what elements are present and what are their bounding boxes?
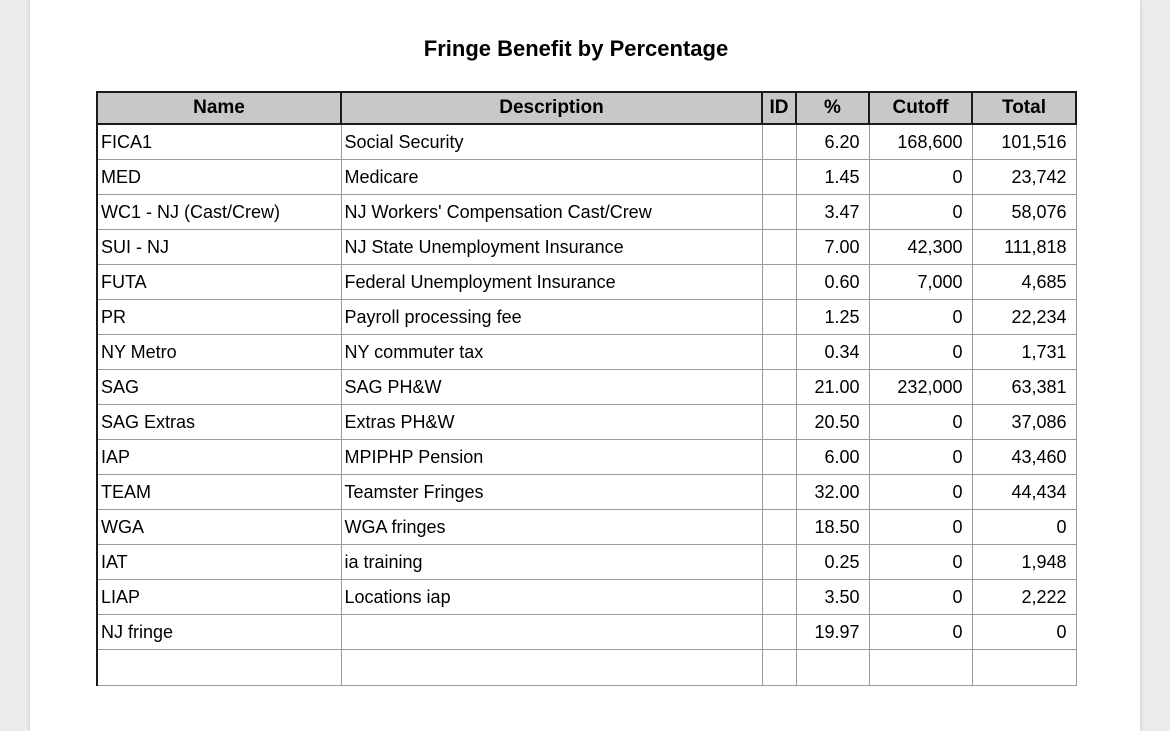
table-row xyxy=(97,510,1076,545)
cell-total: 58,076 xyxy=(972,195,1076,230)
cell-id xyxy=(762,440,796,475)
cell-description: Locations iap xyxy=(341,580,762,615)
cell-percent: 1.45 xyxy=(796,160,869,195)
cell-cutoff: 0 xyxy=(869,510,972,545)
cell-cutoff: 168,600 xyxy=(869,124,972,160)
cell-description: Social Security xyxy=(341,124,762,160)
cell-description: NJ Workers' Compensation Cast/Crew xyxy=(341,195,762,230)
cell-total: 101,516 xyxy=(972,124,1076,160)
table-row xyxy=(97,265,1076,300)
cell-name: TEAM xyxy=(97,475,341,510)
cell-total: 37,086 xyxy=(972,405,1076,440)
cell-name: IAT xyxy=(97,545,341,580)
cell-id xyxy=(762,124,796,160)
cell-name: MED xyxy=(97,160,341,195)
cell-percent: 3.50 xyxy=(796,580,869,615)
table-row xyxy=(97,615,1076,650)
table-row xyxy=(97,545,1076,580)
cell-id xyxy=(762,265,796,300)
cell-cutoff: 232,000 xyxy=(869,370,972,405)
document-page xyxy=(30,0,1140,731)
cell-name: PR xyxy=(97,300,341,335)
cell-total: 43,460 xyxy=(972,440,1076,475)
cell-description: Teamster Fringes xyxy=(341,475,762,510)
cell-percent: 18.50 xyxy=(796,510,869,545)
cell-total: 23,742 xyxy=(972,160,1076,195)
table-row xyxy=(97,475,1076,510)
cell-name: SAG Extras xyxy=(97,405,341,440)
table-row xyxy=(97,160,1076,195)
cell-id xyxy=(762,475,796,510)
cell-percent xyxy=(796,650,869,686)
table-row xyxy=(97,335,1076,370)
table-row xyxy=(97,230,1076,265)
cell-cutoff: 42,300 xyxy=(869,230,972,265)
cell-cutoff: 0 xyxy=(869,335,972,370)
cell-description: SAG PH&W xyxy=(341,370,762,405)
cell-id xyxy=(762,615,796,650)
cell-id xyxy=(762,300,796,335)
cell-cutoff xyxy=(869,650,972,686)
cell-name: NY Metro xyxy=(97,335,341,370)
cell-id xyxy=(762,650,796,686)
cell-name: WC1 - NJ (Cast/Crew) xyxy=(97,195,341,230)
column-header-id: ID xyxy=(762,92,796,124)
cell-cutoff: 0 xyxy=(869,405,972,440)
cell-name: FUTA xyxy=(97,265,341,300)
cell-cutoff: 0 xyxy=(869,475,972,510)
table-row xyxy=(97,580,1076,615)
cell-total: 0 xyxy=(972,510,1076,545)
cell-id xyxy=(762,195,796,230)
cell-name: NJ fringe xyxy=(97,615,341,650)
cell-percent: 6.20 xyxy=(796,124,869,160)
cell-cutoff: 0 xyxy=(869,545,972,580)
cell-id xyxy=(762,160,796,195)
cell-description: WGA fringes xyxy=(341,510,762,545)
cell-id xyxy=(762,370,796,405)
fringe-benefit-table xyxy=(96,91,1077,686)
table-body xyxy=(97,124,1076,686)
cell-cutoff: 7,000 xyxy=(869,265,972,300)
table-row xyxy=(97,370,1076,405)
column-header-percent: % xyxy=(796,92,869,124)
table-row xyxy=(97,124,1076,160)
cell-percent: 0.60 xyxy=(796,265,869,300)
cell-percent: 20.50 xyxy=(796,405,869,440)
cell-total: 111,818 xyxy=(972,230,1076,265)
table-row xyxy=(97,300,1076,335)
cell-description: Payroll processing fee xyxy=(341,300,762,335)
cell-cutoff: 0 xyxy=(869,195,972,230)
cell-percent: 21.00 xyxy=(796,370,869,405)
column-header-cutoff: Cutoff xyxy=(869,92,972,124)
cell-description: MPIPHP Pension xyxy=(341,440,762,475)
column-header-name: Name xyxy=(97,92,341,124)
cell-description: Medicare xyxy=(341,160,762,195)
cell-total xyxy=(972,650,1076,686)
cell-id xyxy=(762,510,796,545)
cell-description: Federal Unemployment Insurance xyxy=(341,265,762,300)
cell-id xyxy=(762,335,796,370)
cell-id xyxy=(762,545,796,580)
cell-description: NY commuter tax xyxy=(341,335,762,370)
cell-description: NJ State Unemployment Insurance xyxy=(341,230,762,265)
cell-cutoff: 0 xyxy=(869,440,972,475)
cell-cutoff: 0 xyxy=(869,615,972,650)
cell-total: 1,948 xyxy=(972,545,1076,580)
cell-description xyxy=(341,650,762,686)
report-title: Fringe Benefit by Percentage xyxy=(423,36,729,61)
cell-total: 2,222 xyxy=(972,580,1076,615)
cell-cutoff: 0 xyxy=(869,160,972,195)
cell-name: IAP xyxy=(97,440,341,475)
cell-total: 44,434 xyxy=(972,475,1076,510)
cell-description: ia training xyxy=(341,545,762,580)
column-header-total: Total xyxy=(972,92,1076,124)
cell-name: SUI - NJ xyxy=(97,230,341,265)
cell-percent: 0.34 xyxy=(796,335,869,370)
cell-id xyxy=(762,230,796,265)
cell-percent: 19.97 xyxy=(796,615,869,650)
cell-name: WGA xyxy=(97,510,341,545)
cell-id xyxy=(762,405,796,440)
table-row xyxy=(97,440,1076,475)
cell-total: 1,731 xyxy=(972,335,1076,370)
table-row xyxy=(97,650,1076,686)
table-row xyxy=(97,405,1076,440)
cell-total: 4,685 xyxy=(972,265,1076,300)
cell-name: LIAP xyxy=(97,580,341,615)
cell-percent: 1.25 xyxy=(796,300,869,335)
cell-name: SAG xyxy=(97,370,341,405)
cell-total: 22,234 xyxy=(972,300,1076,335)
cell-description xyxy=(341,615,762,650)
cell-name xyxy=(97,650,341,686)
cell-total: 63,381 xyxy=(972,370,1076,405)
cell-percent: 0.25 xyxy=(796,545,869,580)
cell-percent: 7.00 xyxy=(796,230,869,265)
cell-cutoff: 0 xyxy=(869,300,972,335)
table-header-row xyxy=(97,92,1076,124)
column-header-description: Description xyxy=(341,92,762,124)
cell-percent: 32.00 xyxy=(796,475,869,510)
cell-cutoff: 0 xyxy=(869,580,972,615)
cell-description: Extras PH&W xyxy=(341,405,762,440)
cell-name: FICA1 xyxy=(97,124,341,160)
cell-percent: 3.47 xyxy=(796,195,869,230)
cell-id xyxy=(762,580,796,615)
cell-total: 0 xyxy=(972,615,1076,650)
cell-percent: 6.00 xyxy=(796,440,869,475)
table-row xyxy=(97,195,1076,230)
